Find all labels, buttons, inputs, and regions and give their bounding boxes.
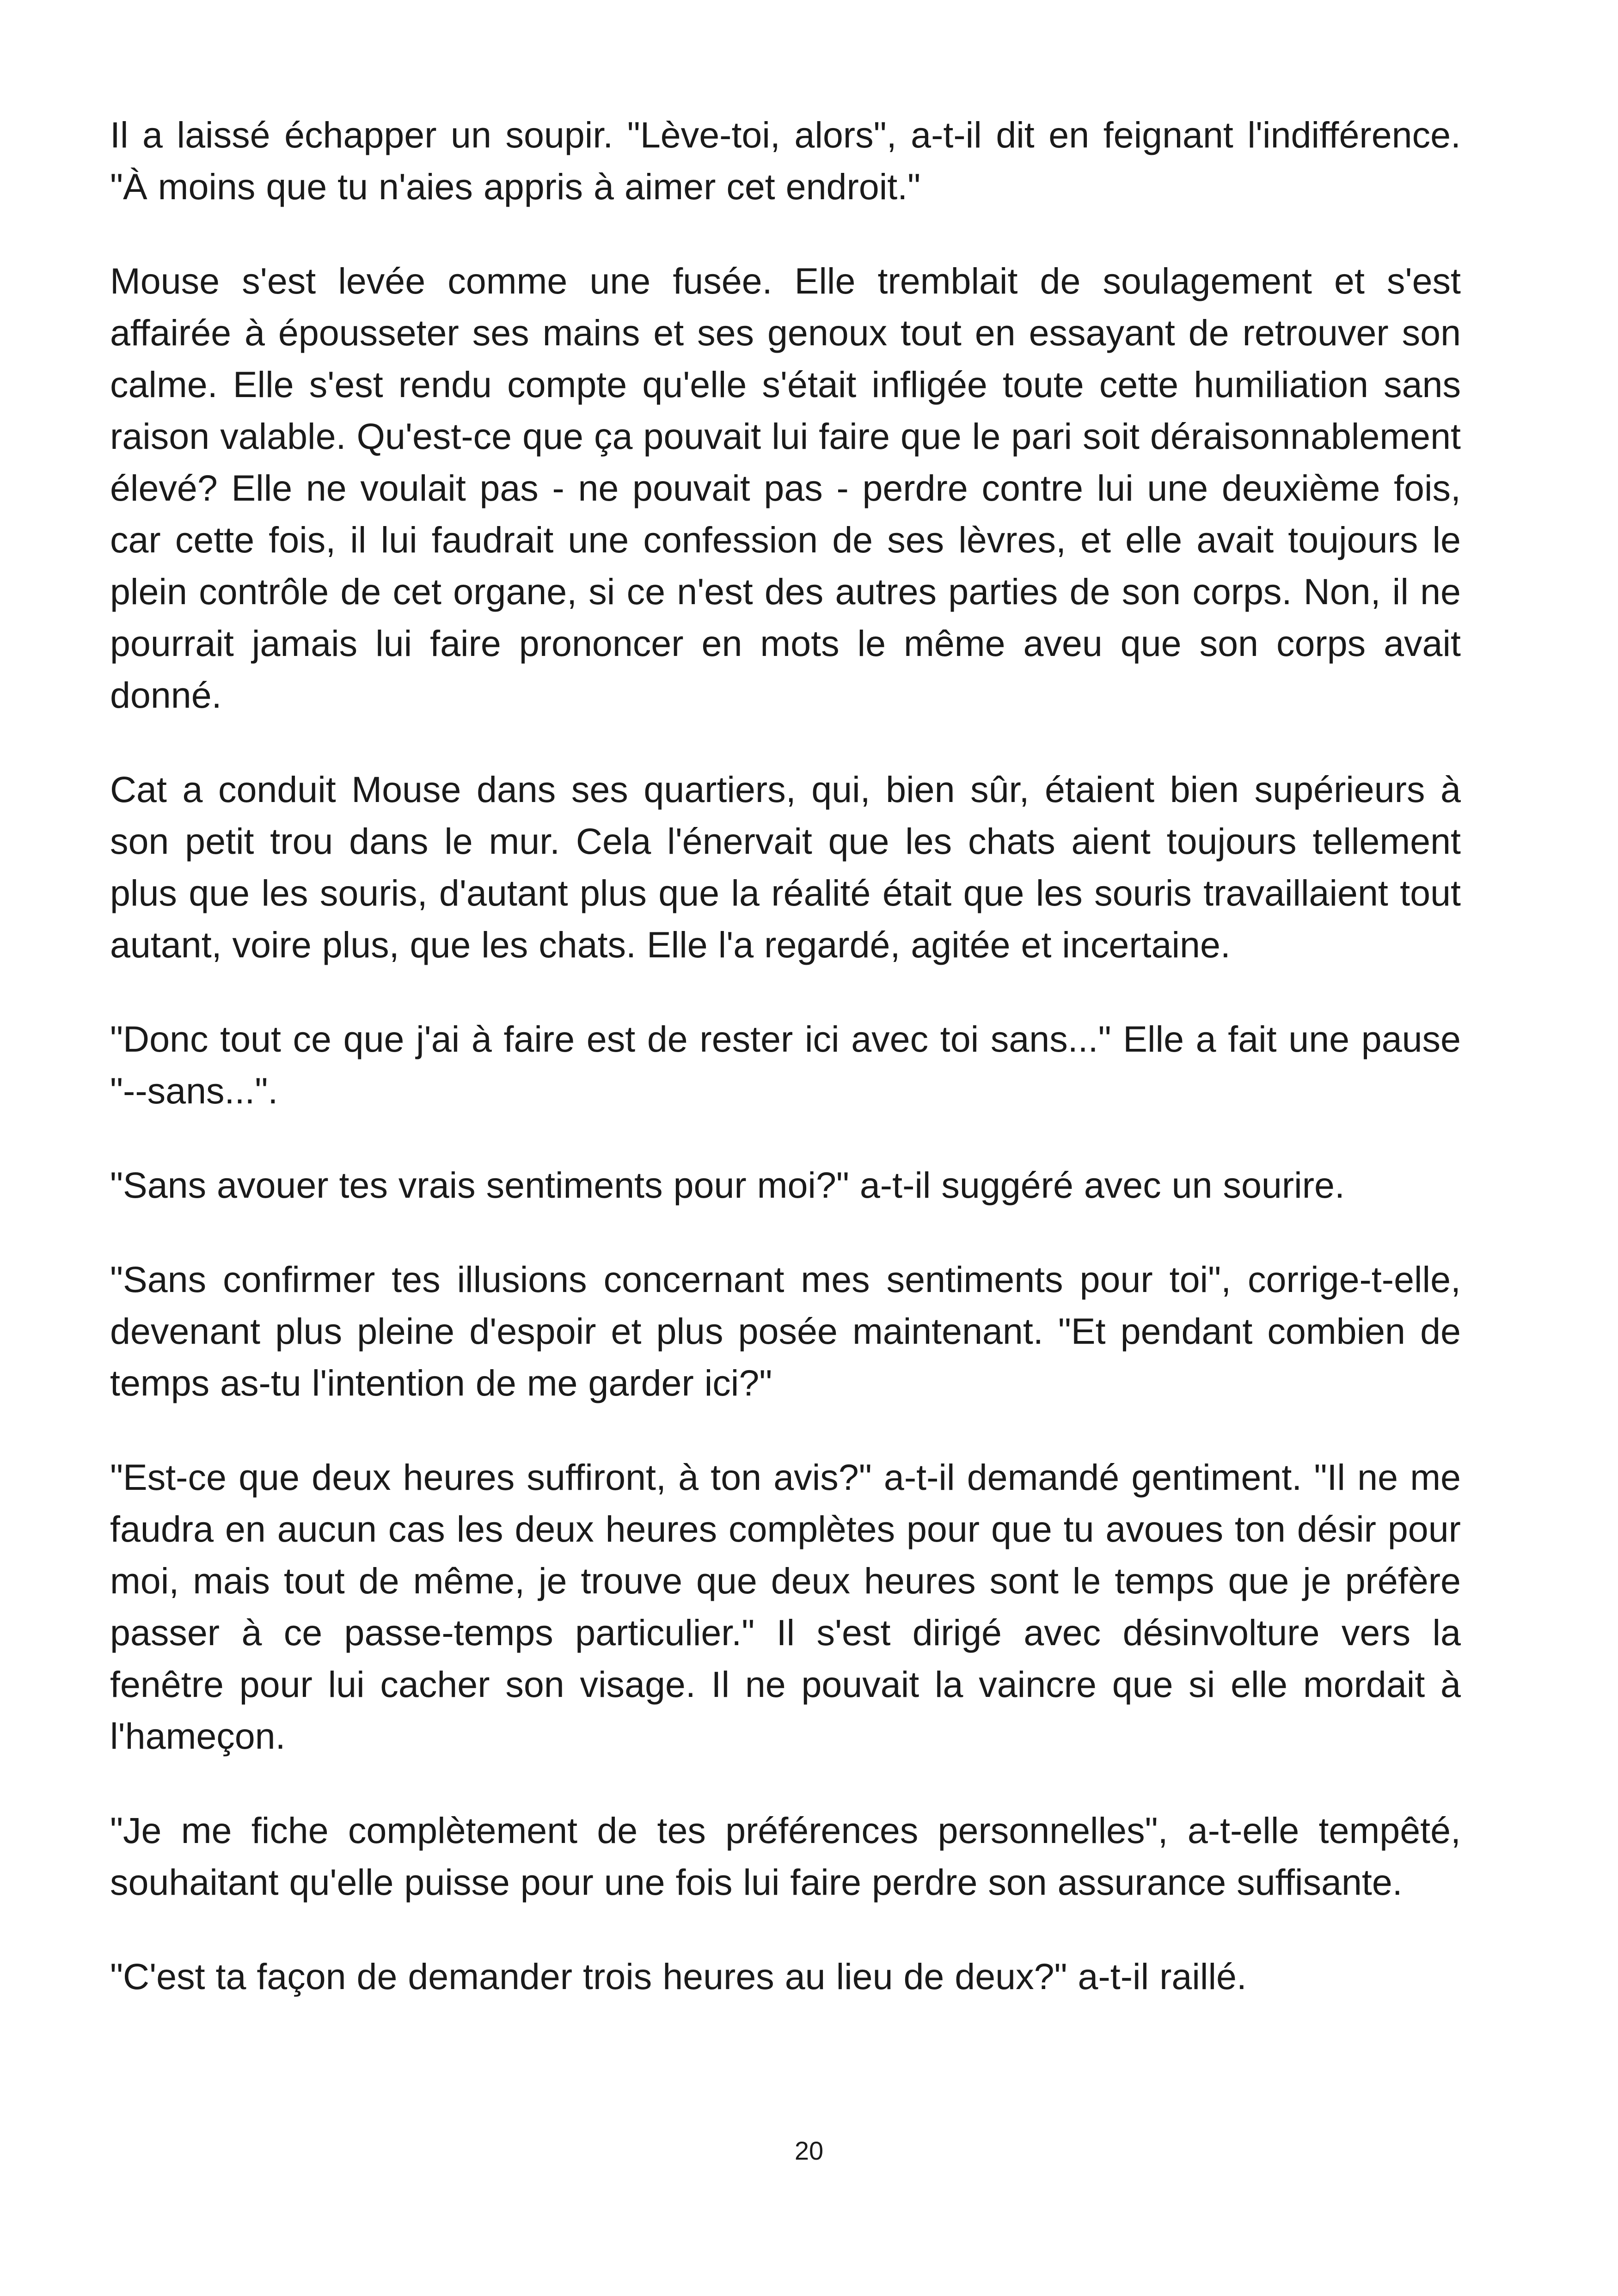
paragraph-1: Il a laissé échapper un soupir. "Lève-toi, alors", a-t-il dit en feignant l'indifférence. "À moins que tu n'aies appris à aimer cet endroit." bbox=[110, 114, 1461, 207]
paragraph-2: Mouse s'est levée comme une fusée. Elle tremblait de soulagement et s'est affairée à épousseter ses mains et ses genoux tout en essayant de retrouver son calme. Elle s'est rendu compte qu'elle s'était infligée toute cette humiliation sans raison valable. Qu'est-ce que ça pouvait lui faire que le pari soit déraisonnablement élevé? Elle ne voulait pas - ne pouvait pas - perdre contre lui une deuxième fois, car cette fois, il lui faudrait une confession de ses lèvres, et elle avait toujours le plein contrôle de cet organe, si ce n'est des autres parties de son corps. Non, il ne pourrait jamais lui faire prononcer en mots le même aveu que son corps avait donné. bbox=[110, 260, 1461, 716]
paragraph-4: "Donc tout ce que j'ai à faire est de rester ici avec toi sans..." Elle a fait une pause "--sans...". bbox=[110, 1018, 1461, 1111]
paragraph-3: Cat a conduit Mouse dans ses quartiers, qui, bien sûr, étaient bien supérieurs à son petit trou dans le mur. Cela l'énervait que les chats aient toujours tellement plus que les souris, d'autant plus que la réalité était que les souris travaillaient tout autant, voire plus, que les chats. Elle l'a regardé, agitée et incertaine. bbox=[110, 769, 1461, 965]
page-number: 20 bbox=[794, 2136, 824, 2165]
paragraph-9: "C'est ta façon de demander trois heures au lieu de deux?" a-t-il raillé. bbox=[110, 1956, 1247, 1997]
text-body bbox=[110, 109, 1461, 2002]
paragraph-7: "Est-ce que deux heures suffiront, à ton avis?" a-t-il demandé gentiment. "Il ne me faudra en aucun cas les deux heures complètes pour que tu avoues ton désir pour moi, mais tout de même, je trouve que deux heures sont le temps que je préfère passer à ce passe-temps particulier." Il s'est dirigé avec désinvolture vers la fenêtre pour lui cacher son visage. Il ne pouvait la vaincre que si elle mordait à l'hameçon. bbox=[110, 1457, 1461, 1757]
paragraph-6: "Sans confirmer tes illusions concernant mes sentiments pour toi", corrige-t-elle, devenant plus pleine d'espoir et plus posée maintenant. "Et pendant combien de temps as-tu l'intention de me garder ici?" bbox=[110, 1259, 1461, 1403]
paragraph-5: "Sans avouer tes vrais sentiments pour moi?" a-t-il suggéré avec un sourire. bbox=[110, 1164, 1345, 1206]
paragraph-8: "Je me fiche complètement de tes préférences personnelles", a-t-elle tempêté, souhaitant qu'elle puisse pour une fois lui faire perdre son assurance suffisante. bbox=[110, 1810, 1461, 1903]
